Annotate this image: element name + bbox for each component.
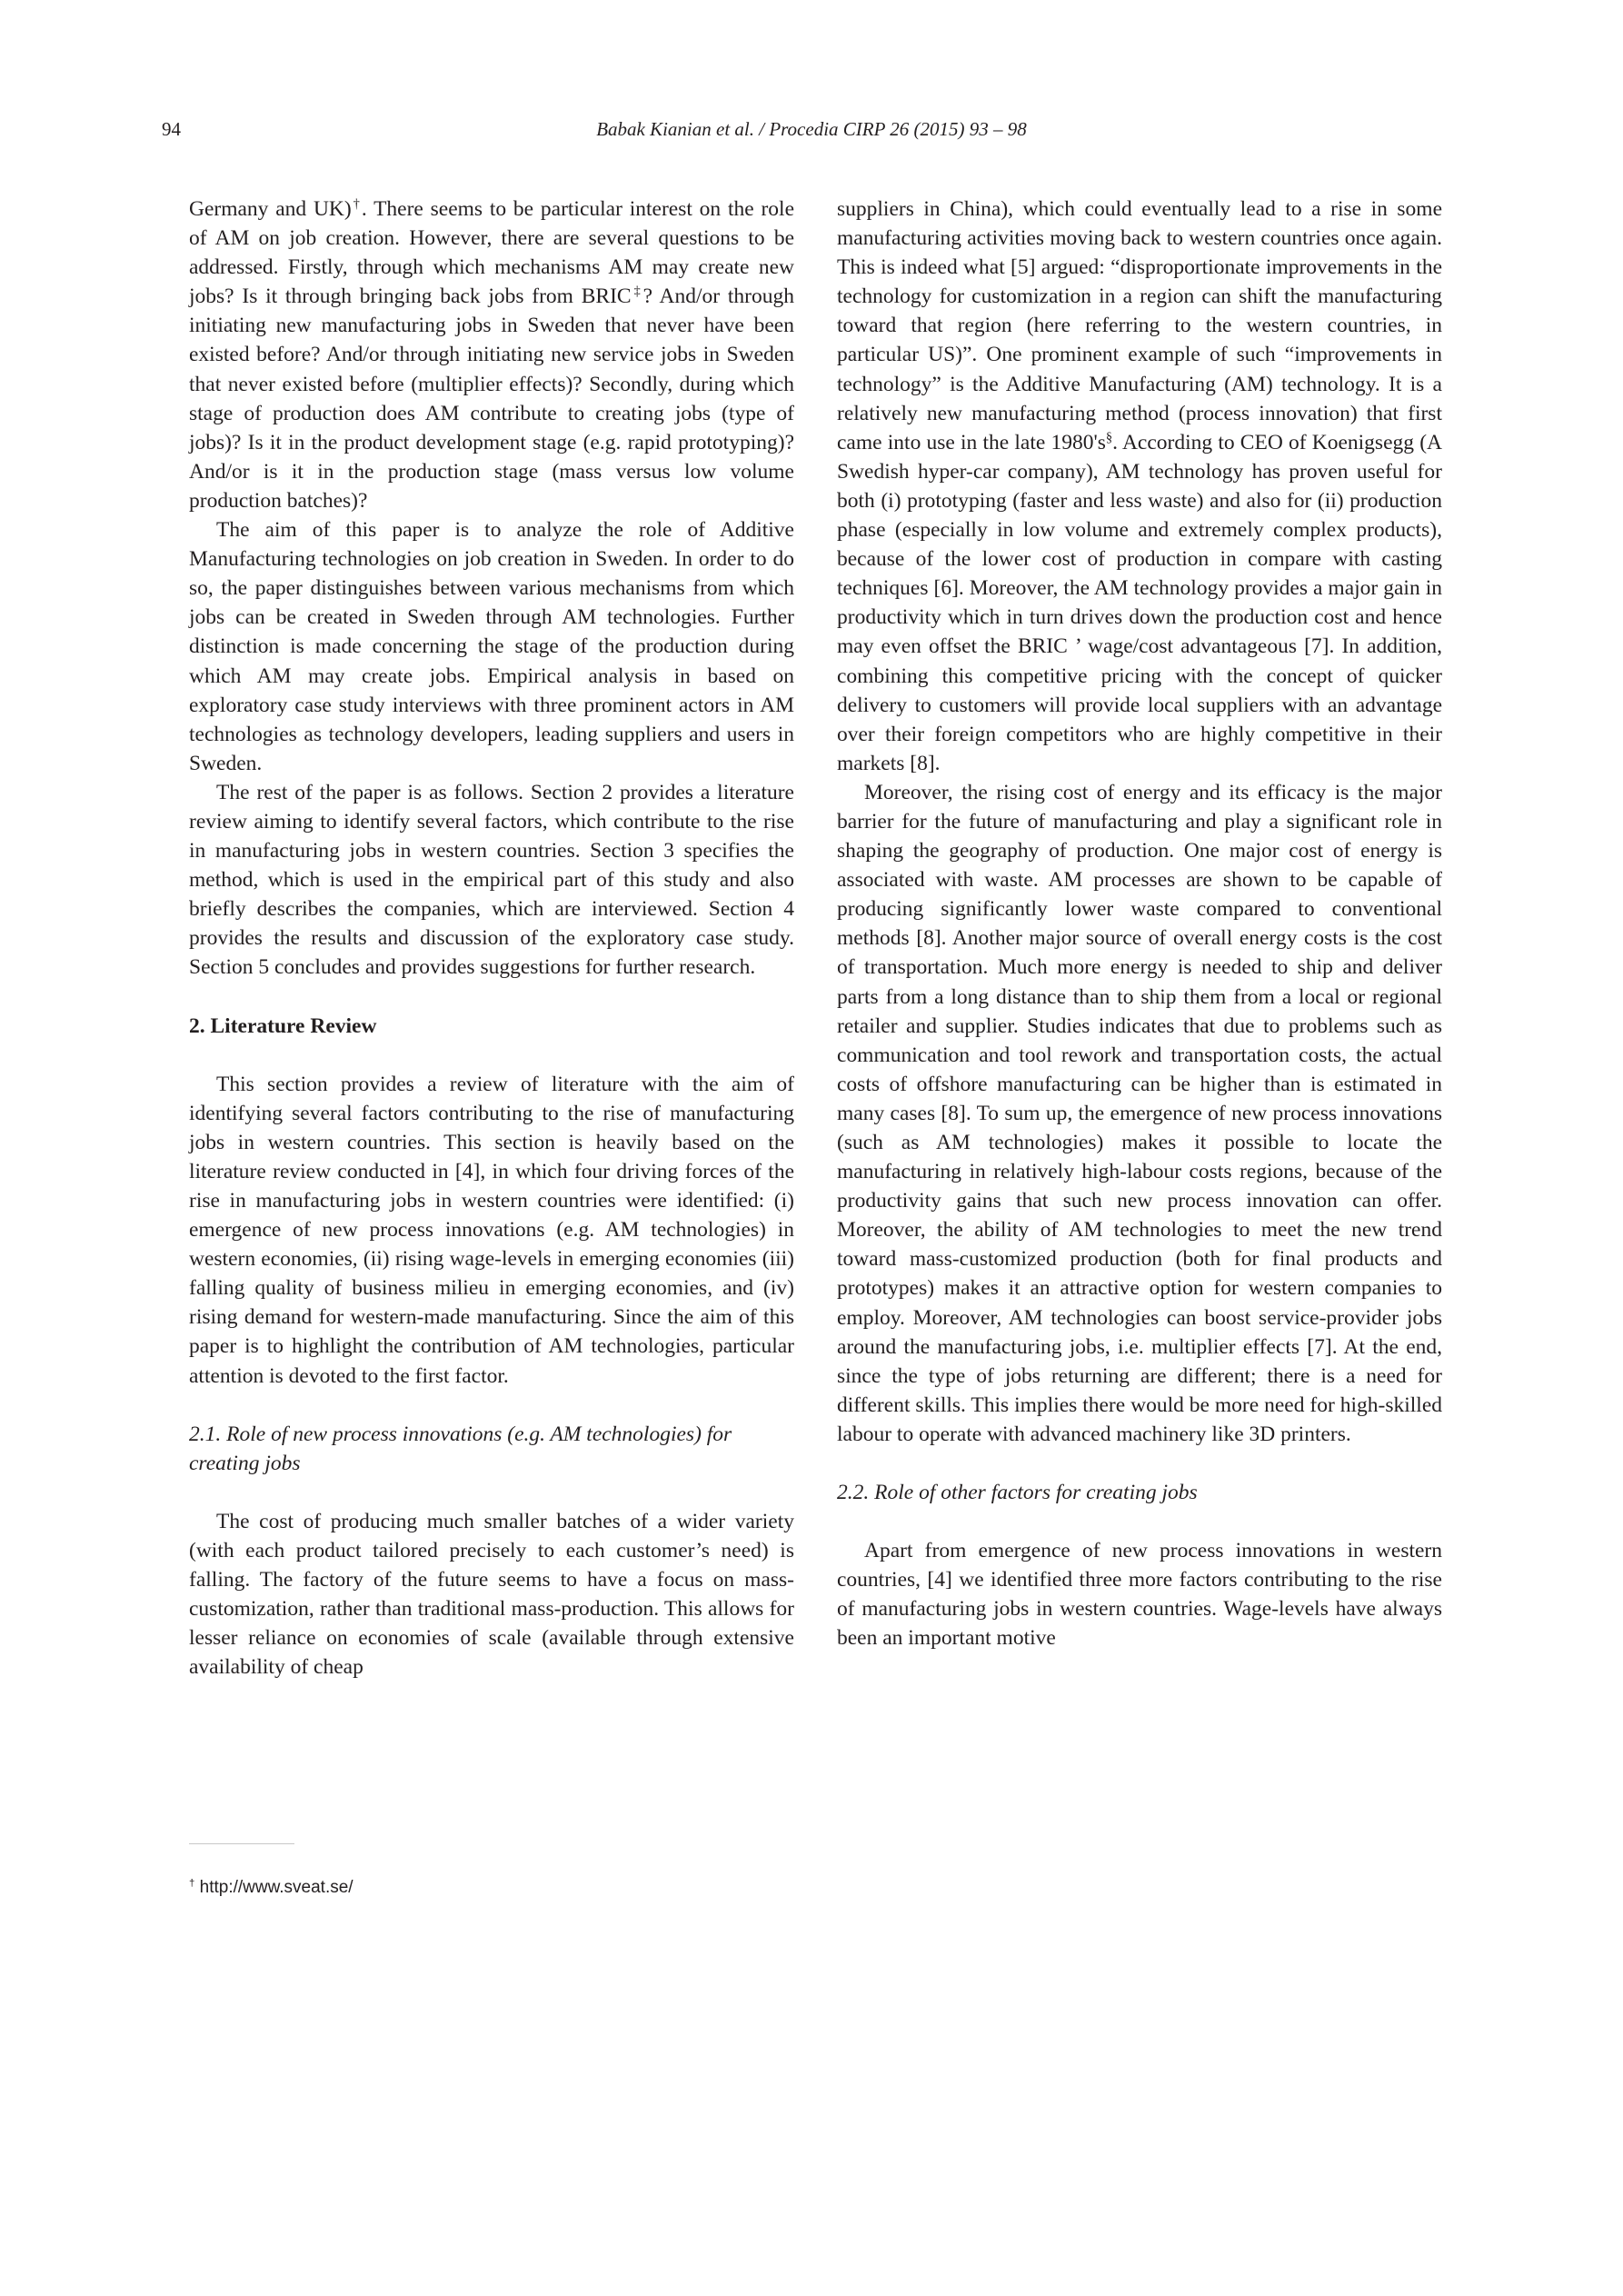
section-heading: 2. Literature Review (189, 1013, 377, 1038)
footnote-mark: ‡ (631, 284, 643, 299)
page-header (0, 118, 1623, 155)
footnote-divider (189, 1843, 294, 1844)
paragraph: Apart from emergence of new process innovations in western countries, [4] we identified three more factors contributing to the rise of manufacturing jobs in western countries. Wage-levels have always been an important motive (837, 1539, 1442, 1651)
paragraph: The cost of producing much smaller batches of a wider variety (with each product tailored precisely to each customer’s need) is falling. The factory of the future seems to have a focus on mass-customization, rather than traditional mass-production. This allows for lesser reliance on economies of scale (available through extensive availability of cheap (189, 1509, 794, 1680)
footnote-link[interactable]: http://www.sveat.se/ (194, 1878, 353, 1897)
footnote-mark: § (1105, 430, 1113, 445)
paragraph: Moreover, the rising cost of energy and its efficacy is the major barrier for the future of manufacturing and play a significant role in shaping the geography of production. One major cost of energy is associated with waste. AM processes are shown to be capable of producing significantly lower waste compared to conventional methods [8]. Another major source of overall energy costs is the cost of transportation. Much more energy is needed to ship and deliver parts from a long distance than to ship them from a local or regional retailer and supplier. Studies indicates that due to problems such as communication and tool rework and transportation costs, the actual costs of offshore manufacturing can be higher than is estimated in many cases [8]. To sum up, the emergence of new process innovations (such as AM technologies) makes it possible to locate the manufacturing in relatively high-labour costs regions, because of the productivity gains that such new process innovation can offer. Moreover, the ability of AM technologies to meet the new trend toward mass-customized production (both for final products and prototypes) makes it an attractive option for western companies to employ. Moreover, AM technologies can boost service-provider jobs around the manufacturing jobs, i.e. multiplier effects [7]. At the end, since the type of jobs returning are different; there is a need for different skills. This implies there would be more need for high-skilled labour to operate with advanced machinery like 3D printers. (837, 780, 1442, 1446)
footnote (189, 1878, 353, 1898)
footnote-mark: † (189, 1878, 195, 1890)
paragraph: suppliers in China), which could eventually lead to a rise in some manufacturing activities moving back to western countries once again. This is indeed what [5] argued: “disproportionate improvements in the technology for customization in a region can shift the manufacturing toward that region (here referring to the western countries, in particular US)”. One prominent example of such “improvements in technology” is the Additive Manufacturing (AM) technology. It is a relatively new manufacturing method (process innovation) that first came into use in the late 1980's§. According to CEO of Koenigsegg (A Swedish hyper-car company), AM technology has proven useful for both (i) prototyping (faster and less waste) and also for (ii) production phase (especially in low volume and extremely complex products), because of the lower cost of production in compare with casting techniques [6]. Moreover, the AM technology provides a major gain in productivity which in turn drives down the production cost and hence may even offset the BRIC ’ wage/cost advantageous [7]. In addition, combining this competitive pricing with the concept of quicker delivery to customers will provide local suppliers with an advantage over their foreign competitors who are highly competitive in their markets [8]. (837, 197, 1442, 775)
right-column (837, 195, 1442, 1653)
footnote-mark: † (351, 196, 362, 212)
page-number: 94 (162, 118, 181, 140)
paragraph: The rest of the paper is as follows. Section 2 provides a literature review aiming to identify several factors, which contribute to the rise in manufacturing jobs in western countries. Section 3 specifies the method, which is used in the empirical part of this study and also briefly describes the companies, which are interviewed. Section 4 provides the results and discussion of the exploratory case study. Section 5 concludes and provides suggestions for further research. (189, 780, 794, 980)
left-column (189, 195, 794, 1682)
paragraph: Germany and UK)†. There seems to be particular interest on the role of AM on job creation. However, there are several questions to be addressed. Firstly, through which mechanisms AM may create new jobs? Is it through bringing back jobs from BRIC‡? And/or through initiating new manufacturing jobs in Sweden that never have been existed before? And/or through initiating new service jobs in Sweden that never existed before (multiplier effects)? Secondly, during which stage of production does AM contribute to creating jobs (type of jobs)? Is it in the product development stage (e.g. rapid prototyping)? And/or is it in the production stage (mass versus low volume production batches)? (189, 196, 795, 513)
paragraph: This section provides a review of literature with the aim of identifying several factors contributing to the rise of manufacturing jobs in western countries. This section is heavily based on the literature review conducted in [4], in which four driving forces of the rise in manufacturing jobs in western countries were identified: (i) emergence of new process innovations (e.g. AM technologies) in western economies, (ii) rising wage-levels in emerging economies (iii) falling quality of business milieu in emerging economies, and (iv) rising demand for western-made manufacturing. Since the aim of this paper is to highlight the contribution of AM technologies, particular attention is devoted to the first factor. (189, 1072, 794, 1388)
running-title: Babak Kianian et al. / Procedia CIRP 26 (2015) 93 – 98 (596, 118, 1027, 140)
paragraph: The aim of this paper is to analyze the role of Additive Manufacturing technologies on job creation in Sweden. In order to do so, the paper distinguishes between various mechanisms from which jobs can be created in Sweden through AM technologies. Further distinction is made concerning the stage of the production during which AM may create jobs. Empirical analysis in based on exploratory case study interviews with three prominent actors in AM technologies as technology developers, leading suppliers and users in Sweden. (189, 518, 794, 775)
subsection-heading: 2.1. Role of new process innovations (e.g. AM technologies) for creating jobs (189, 1422, 732, 1475)
subsection-heading: 2.2. Role of other factors for creating jobs (837, 1481, 1198, 1505)
